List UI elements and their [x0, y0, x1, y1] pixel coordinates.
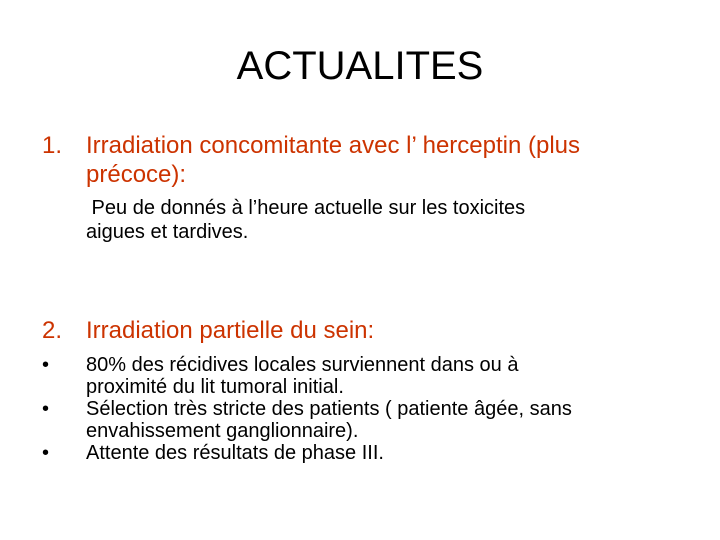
bullet-line-1: 80% des récidives locales surviennent dans ou à	[86, 354, 519, 376]
bullet-line-2: proximité du lit tumoral initial.	[86, 376, 344, 398]
bullet-item-1	[42, 354, 682, 398]
slide-title: ACTUALITES	[236, 44, 484, 88]
bullet-line-1: Sélection très stricte des patients ( patiente âgée, sans	[86, 398, 572, 420]
item-number: 2.	[42, 317, 63, 344]
bullet-icon: •	[42, 354, 50, 376]
note-line-2: aigues et tardives.	[86, 221, 249, 243]
numbered-item-1	[42, 131, 682, 189]
bullet-list	[42, 354, 682, 464]
item-heading-line-1: Irradiation concomitante avec l’ herceptin (plus	[86, 132, 581, 159]
bullet-item-2	[42, 398, 682, 442]
bullet-icon: •	[42, 442, 50, 464]
bullet-line-1: Attente des résultats de phase III.	[86, 442, 384, 464]
item-heading: Irradiation partielle du sein:	[86, 317, 375, 344]
item-number: 1.	[42, 132, 63, 159]
note-line-1: Peu de donnés à l’heure actuelle sur les toxicites	[86, 197, 526, 219]
bullet-line-2: envahissement ganglionnaire).	[86, 420, 359, 442]
item-heading-line-2: précoce):	[86, 161, 187, 188]
bullet-icon: •	[42, 398, 50, 420]
numbered-item-2	[42, 316, 682, 345]
item-note	[86, 196, 646, 244]
bullet-item-3	[42, 442, 682, 464]
